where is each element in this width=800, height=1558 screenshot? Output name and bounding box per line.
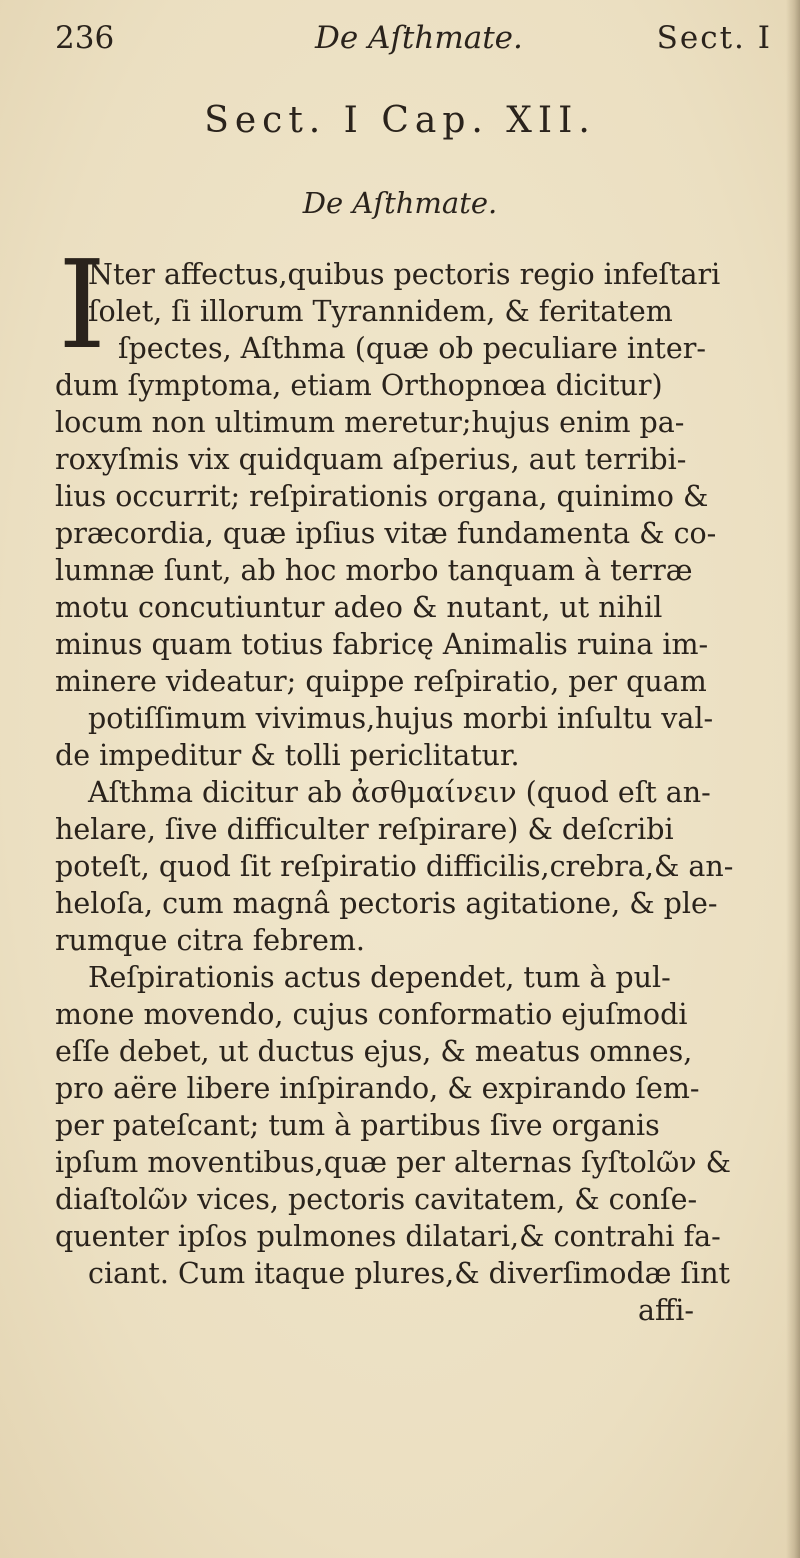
text-line: minus quam totius fabricę Animalis ruina im- bbox=[55, 628, 709, 661]
text-line: ciant. Cum itaque plures,& diverſimodæ ſint bbox=[88, 1257, 731, 1290]
drop-cap: I bbox=[58, 234, 107, 376]
text-line: pro aëre libere inſpirando, & expirando ſem- bbox=[55, 1072, 700, 1105]
text-line: mone movendo, cujus conformatio ejuſmodi bbox=[55, 998, 688, 1031]
text-line: minere videatur; quippe reſpiratio, per quam bbox=[55, 665, 707, 698]
text-line: lumnæ ſunt, ab hoc morbo tanquam à terræ bbox=[55, 554, 693, 587]
text-line: poteſt, quod ſit reſpiratio difficilis,crebra,& an- bbox=[55, 850, 734, 883]
page-gutter-shadow bbox=[786, 0, 800, 1558]
text-line: præcordia, quæ ipſius vitæ fundamenta & co- bbox=[55, 517, 717, 550]
text-line: eſſe debet, ut ductus ejus, & meatus omnes, bbox=[55, 1035, 693, 1068]
text-line: potiſſimum vivimus,hujus morbi inſultu val- bbox=[88, 702, 714, 735]
text-line: quenter ipſos pulmones dilatari,& contrahi fa- bbox=[55, 1220, 721, 1253]
text-line: Reſpirationis actus dependet, tum à pul- bbox=[88, 961, 671, 994]
text-line: diaſtolῶν vices, pectoris cavitatem, & conſe- bbox=[55, 1183, 698, 1216]
text-line: de impeditur & tolli periclitatur. bbox=[55, 739, 520, 772]
text-line: Nter affectus,quibus pectoris regio infeſtari bbox=[88, 258, 721, 291]
text-line: Aſthma dicitur ab ἀσθμαίνειν (quod eſt an- bbox=[88, 776, 711, 809]
chapter-heading: Sect. I Cap. XII. bbox=[204, 100, 596, 141]
text-line: ipſum moventibus,quæ per alternas ſyſtolῶν & bbox=[55, 1146, 731, 1179]
text-line: heloſa, cum magnâ pectoris agitatione, & ple- bbox=[55, 887, 718, 920]
running-title: De Aſthmate. bbox=[315, 20, 523, 56]
text-line: rumque citra febrem. bbox=[55, 924, 365, 957]
running-head bbox=[55, 20, 772, 70]
text-line: ſolet, ſi illorum Tyrannidem, & feritatem bbox=[88, 295, 673, 328]
text-line: helare, ſive difficulter reſpirare) & deſcribi bbox=[55, 813, 674, 846]
text-line: dum ſymptoma, etiam Orthopnœa dicitur) bbox=[55, 369, 663, 402]
text-line: locum non ultimum meretur;hujus enim pa- bbox=[55, 406, 685, 439]
page-number: 236 bbox=[55, 20, 115, 56]
text-line: affi- bbox=[638, 1294, 694, 1327]
text-line: motu concutiuntur adeo & nutant, ut nihil bbox=[55, 591, 663, 624]
text-line: ſpectes, Aſthma (quæ ob peculiare inter- bbox=[118, 332, 706, 365]
chapter-subtitle: De Aſthmate. bbox=[302, 186, 498, 220]
running-section: Sect. I bbox=[656, 20, 772, 56]
text-line: lius occurrit; reſpirationis organa, quinimo & bbox=[55, 480, 709, 513]
text-line: per pateſcant; tum à partibus ſive organis bbox=[55, 1109, 660, 1142]
text-line: roxyſmis vix quidquam aſperius, aut terribi- bbox=[55, 443, 687, 476]
